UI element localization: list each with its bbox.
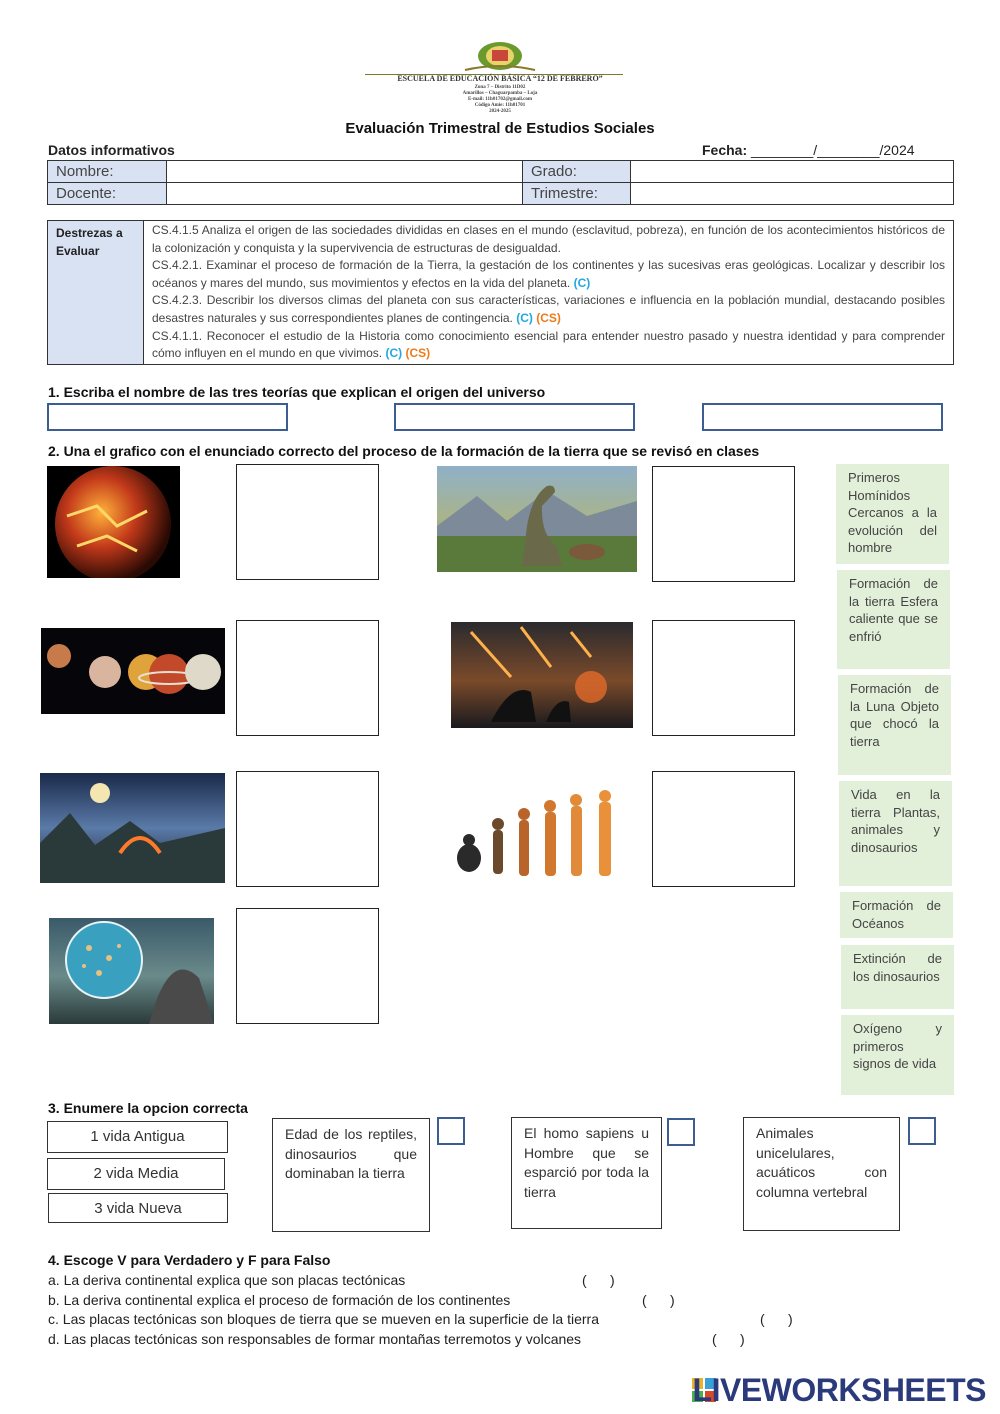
school-logo — [455, 40, 545, 76]
microorganisms-ocean-icon — [49, 918, 214, 1024]
q4-title: 4. Escoge V para Verdadero y F para Falso — [48, 1252, 331, 1268]
q3-option-vida-antigua[interactable]: 1 vida Antigua — [47, 1121, 228, 1153]
q2-card-homininos[interactable]: Primeros Homínidos Cercanos a la evolución del hombre — [836, 464, 949, 564]
tag-cs: (CS) — [405, 346, 431, 361]
q2-card-oceanos[interactable]: Formación de Océanos — [840, 892, 953, 938]
fecha-label: Fecha: — [702, 142, 748, 158]
skills-table — [47, 220, 954, 365]
planets-collision-icon — [41, 628, 225, 714]
q3-option-vida-media[interactable]: 2 vida Media — [47, 1158, 225, 1190]
nombre-input[interactable] — [167, 161, 523, 183]
docente-input[interactable] — [167, 183, 523, 205]
school-year: 2024-2025 — [489, 109, 511, 114]
q3-card-reptiles: Edad de los reptiles, dinosaurios que dominaban la tierra — [272, 1118, 430, 1232]
q4-answer-d[interactable]: ( ) — [712, 1331, 745, 1347]
q2-card-formacion-tierra[interactable]: Formación de la tierra Esfera caliente que se enfrió — [837, 570, 950, 669]
q3-option-vida-nueva[interactable]: 3 vida Nueva — [48, 1193, 228, 1223]
q1-answer-1[interactable] — [47, 403, 288, 431]
dinosaurs-landscape-icon — [437, 466, 637, 572]
q2-card-oxigeno[interactable]: Oxígeno y primeros signos de vida — [841, 1015, 954, 1095]
q3-title: 3. Enumere la opcion correcta — [48, 1100, 248, 1116]
docente-label: Docente: — [48, 183, 167, 205]
school-email: E-mail: 11h01702@gmail.com — [467, 97, 533, 102]
q2-card-formacion-luna[interactable]: Formación de la Luna Objeto que chocó la tierra — [838, 675, 951, 775]
q2-dropbox-3[interactable] — [236, 620, 379, 736]
school-amie: Código Amie: 11h01701 — [474, 103, 526, 108]
grado-input[interactable] — [631, 161, 954, 183]
q2-dropbox-7[interactable] — [236, 908, 379, 1024]
human-evolution-icon — [455, 790, 625, 880]
fecha-field[interactable] — [702, 142, 915, 158]
datos-informativos-label: Datos informativos — [48, 142, 175, 158]
q2-dropbox-6[interactable] — [652, 771, 795, 887]
q1-answer-2[interactable] — [394, 403, 635, 431]
q2-card-vida-tierra[interactable]: Vida en la tierra Plantas, animales y dinosaurios — [839, 781, 952, 886]
grado-label: Grado: — [523, 161, 631, 183]
info-table — [47, 160, 954, 205]
tag-cs: (CS) — [536, 310, 561, 325]
skill-cs423: CS.4.2.3. Describir los diversos climas del planeta con sus características, variaciones e influencia en la población mundial, destacando posibles desastres naturales y sus correspondientes planes de contingencia. (C) (CS) — [152, 293, 945, 325]
q4-item-d: d. Las placas tectónicas son responsables de formar montañas terremotos y volcanes — [48, 1331, 582, 1347]
fecha-value[interactable]: ________/________/2024 — [747, 142, 915, 158]
q1-answer-3[interactable] — [702, 403, 943, 431]
skills-header: Destrezas a Evaluar — [48, 221, 144, 365]
q2-dropbox-4[interactable] — [652, 620, 795, 736]
school-location: Amarillos – Chaguarpamba – Loja — [462, 91, 538, 96]
q2-dropbox-2[interactable] — [652, 466, 795, 582]
skill-cs421: CS.4.2.1. Examinar el proceso de formación de la Tierra, la gestación de los continentes y las sucesivas eras geológicas. Localizar y describir los océanos y mares del mundo, sus movimientos y efectos en la vida del planeta. (C) — [152, 258, 945, 290]
q4-answer-c[interactable]: ( ) — [760, 1311, 793, 1327]
trimestre-label: Trimestre: — [523, 183, 631, 205]
q3-card-homo-sapiens: El homo sapiens u Hombre que se esparció por toda la tierra — [511, 1117, 662, 1229]
skill-cs411: CS.4.1.1. Reconocer el estudio de la Historia como conocimiento esencial para entender nuestro pasado y nuestra identidad y para comprender cómo influyen en el mundo en que vivimos. (C) (CS) — [152, 328, 945, 361]
q4-answer-b[interactable]: ( ) — [642, 1292, 675, 1308]
q4-item-b: b. La deriva continental explica el proceso de formación de los continentes — [48, 1292, 511, 1308]
q3-card-unicelulares: Animales unicelulares, acuáticos con columna vertebral — [743, 1117, 900, 1231]
tag-c: (C) — [573, 275, 591, 290]
q3-answer-box-3[interactable] — [908, 1117, 936, 1145]
q2-card-extincion[interactable]: Extinción de los dinosaurios — [841, 945, 954, 1009]
q2-title: 2. Una el grafico con el enunciado correcto del proceso de la formación de la tierra que se revisó en clases — [48, 443, 760, 459]
q4-answer-a[interactable]: ( ) — [582, 1272, 615, 1288]
skills-body — [144, 221, 954, 365]
school-zone: Zona 7 – Distrito 11D02 — [474, 85, 526, 90]
liveworksheets-brand: LIVEWORKSHEETS — [692, 1372, 986, 1408]
trimestre-input[interactable] — [631, 183, 954, 205]
q3-answer-box-2[interactable] — [667, 1118, 695, 1146]
primordial-ocean-icon — [40, 773, 225, 883]
tag-c: (C) — [516, 310, 533, 325]
q2-dropbox-1[interactable] — [236, 464, 379, 580]
molten-earth-icon — [47, 466, 180, 578]
q3-answer-box-1[interactable] — [437, 1117, 465, 1145]
q4-item-c: c. Las placas tectónicas son bloques de tierra que se mueven en la superficie de la tierra — [48, 1311, 599, 1327]
nombre-label: Nombre: — [48, 161, 167, 183]
q4-item-a: a. La deriva continental explica que son placas tectónicas — [48, 1272, 406, 1288]
tag-c: (C) — [385, 346, 403, 361]
meteor-extinction-icon — [451, 622, 633, 728]
school-name: ESCUELA DE EDUCACIÓN BÁSICA “12 DE FEBRERO” — [397, 74, 603, 83]
q2-dropbox-5[interactable] — [236, 771, 379, 887]
q1-title: 1. Escriba el nombre de las tres teorías que explican el origen del universo — [48, 384, 546, 400]
page-title: Evaluación Trimestral de Estudios Sociales — [345, 120, 655, 137]
skill-cs415: CS.4.1.5 Analiza el origen de las sociedades divididas en clases en el mundo (esclavitud, pobreza), en función de los acontecimientos históricos de la colonización y conquista y la supervivencia de estructuras de desigualdad. — [152, 223, 945, 255]
